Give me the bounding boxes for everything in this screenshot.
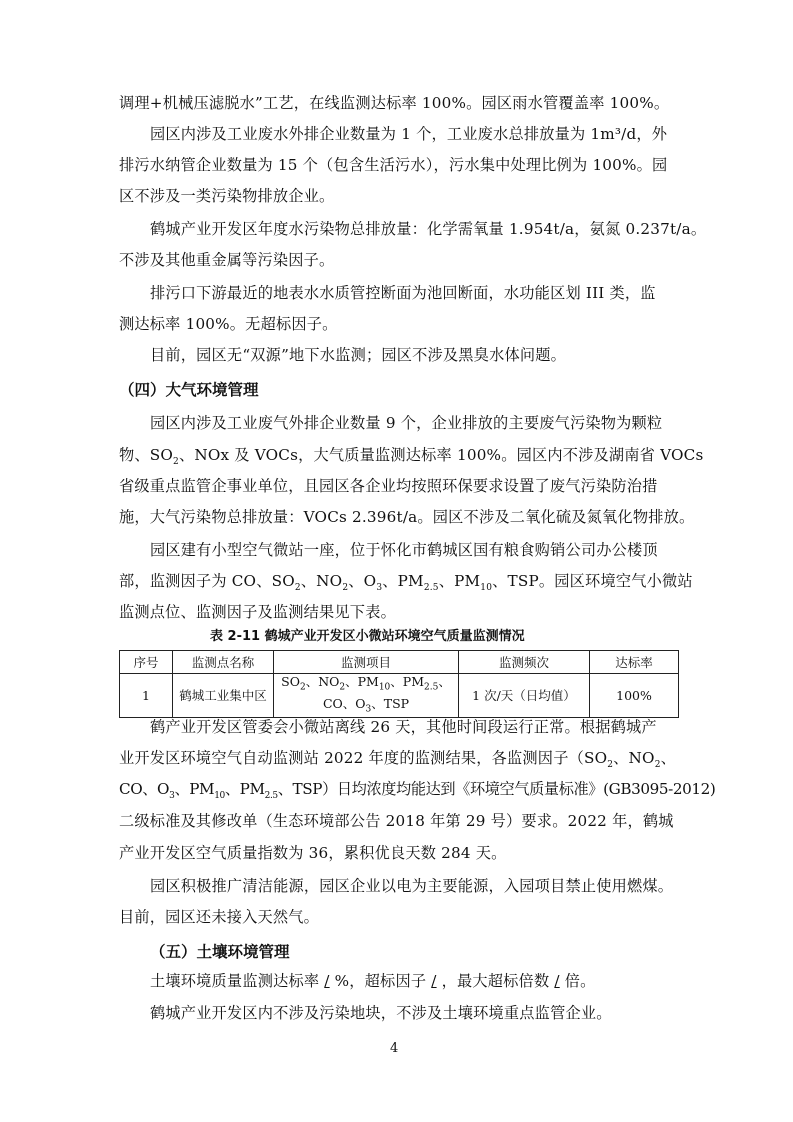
table-header-row	[120, 651, 679, 674]
cell-frequency: 1 次/天（日均值）	[459, 674, 590, 718]
paragraph-line: 产业开发区空气质量指数为 36，累积优良天数 284 天。	[119, 844, 507, 862]
paragraph-line: 鹤城产业开发区年度水污染物总排放量：化学需氧量 1.954t/a，氨氮 0.237t/a。	[150, 220, 707, 238]
table-caption: 表 2-11 鹤城产业开发区小微站环境空气质量监测情况	[210, 629, 525, 644]
table-row	[120, 674, 679, 718]
paragraph-line: 测达标率 100%。无超标因子。	[119, 315, 338, 333]
paragraph-line: 省级重点监管企事业单位，且园区各企业均按照环保要求设置了废气污染防治措	[119, 477, 658, 495]
cell-site: 鹤城工业集中区	[173, 674, 274, 718]
cell-rate: 100%	[590, 674, 679, 718]
paragraph-line: 调理+机械压滤脱水”工艺，在线监测达标率 100%。园区雨水管覆盖率 100%。	[119, 94, 670, 112]
paragraph-line: 园区积极推广清洁能源，园区企业以电为主要能源，入园项目禁止使用燃煤。	[150, 877, 674, 895]
paragraph-line: 土壤环境质量监测达标率 / %，超标因子 / ，最大超标倍数 / 倍。	[150, 972, 596, 990]
paragraph-line: 鹤城产业开发区内不涉及污染地块，不涉及土壤环境重点监管企业。	[150, 1004, 612, 1022]
paragraph-line: 物、$SO_2$、NOx 及 VOCs，大气质量监测达标率 100%。园区内不涉及湖南省 VOCs	[119, 446, 704, 468]
section-heading-soil: （五）土壤环境管理	[150, 943, 290, 961]
paragraph-line: 不涉及其他重金属等污染因子。	[119, 251, 335, 269]
col-header-items: 监测项目	[274, 651, 459, 674]
paragraph-line: 业开发区环境空气自动监测站 2022 年度的监测结果，各监测因子（$SO_2$、$NO_2$、	[119, 749, 677, 771]
paragraph-line: 鹤产业开发区管委会小微站离线 26 天，其他时间段运行正常。根据鹤城产	[150, 718, 657, 736]
monitoring-table	[119, 650, 679, 718]
cell-items: $SO_2$、$NO_2$、$PM_{10}$、$PM_{2.5}$、 CO、$O_3$、TSP	[274, 674, 459, 718]
paragraph-line: 目前，园区无“双源”地下水监测；园区不涉及黑臭水体问题。	[150, 346, 567, 364]
col-header-frequency: 监测频次	[459, 651, 590, 674]
col-header-no: 序号	[120, 651, 173, 674]
paragraph-line: CO、$O_3$、$PM_{10}$、$PM_{2.5}$、TSP）日均浓度均能达到《环境空气质量标准》(GB3095-2012)	[119, 780, 716, 802]
section-heading-air: （四）大气环境管理	[119, 381, 259, 399]
paragraph-line: 部，监测因子为 CO、$SO_2$、$NO_2$、$O_3$、$PM_{2.5}$、$PM_{10}$、TSP。园区环境空气小微站	[119, 572, 693, 594]
paragraph-line: 区不涉及一类污染物排放企业。	[119, 187, 335, 205]
paragraph-line: 监测点位、监测因子及监测结果见下表。	[119, 603, 396, 621]
paragraph-line: 目前，园区还未接入天然气。	[119, 908, 320, 926]
col-header-rate: 达标率	[590, 651, 679, 674]
paragraph-line: 园区内涉及工业废水外排企业数量为 1 个，工业废水总排放量为 1m³/d，外	[150, 125, 668, 143]
paragraph-line: 二级标准及其修改单（生态环境部公告 2018 年第 29 号）要求。2022 年，鹤城	[119, 812, 674, 830]
paragraph-line: 排污口下游最近的地表水水质管控断面为池回断面，水功能区划 III 类，监	[150, 284, 656, 302]
cell-no: 1	[120, 674, 173, 718]
paragraph-line: 园区建有小型空气微站一座，位于怀化市鹤城区国有粮食购销公司办公楼顶	[150, 541, 658, 559]
col-header-site: 监测点名称	[173, 651, 274, 674]
paragraph-line: 园区内涉及工业废气外排企业数量 9 个，企业排放的主要废气污染物为颗粒	[150, 414, 663, 432]
paragraph-line: 排污水纳管企业数量为 15 个（包含生活污水），污水集中处理比例为 100%。园	[119, 156, 668, 174]
paragraph-line: 施，大气污染物总排放量：VOCs 2.396t/a。园区不涉及二氧化硫及氮氧化物排放。	[119, 508, 695, 526]
page-number: 4	[390, 1041, 399, 1056]
